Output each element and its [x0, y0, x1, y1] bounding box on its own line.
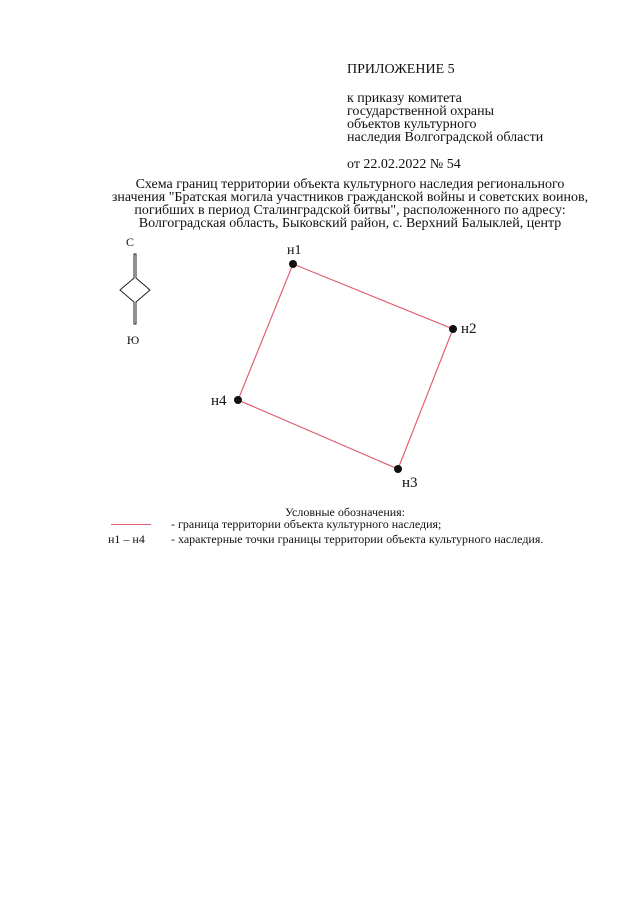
compass-south-label: Ю [126, 333, 140, 347]
boundary-point-label: н1 [287, 243, 302, 258]
order-line: наследия Волгоградской области [347, 130, 544, 145]
boundary-point [211, 393, 242, 409]
boundary-point-label: н2 [461, 321, 477, 337]
legend-heading: Условные обозначения: [285, 505, 406, 519]
scheme-title-line: Волгоградская область, Быковский район, с. Верхний Балыклей, центр [138, 216, 562, 231]
order-date: от 22.02.2022 № 54 [347, 157, 461, 172]
order-line: объектов культурного [347, 117, 477, 132]
order-line: государственной охраны [347, 104, 495, 119]
order-line: к приказу комитета [347, 91, 462, 106]
boundary-point [394, 465, 418, 491]
boundary-point-marker [234, 396, 242, 404]
legend-description: - характерные точки границы территории объекта культурного наследия. [171, 532, 544, 546]
compass-arrow-icon [120, 254, 150, 324]
boundary-point-marker [394, 465, 402, 473]
boundary-point [449, 321, 477, 337]
boundary-point-marker [449, 325, 457, 333]
boundary-point [287, 243, 302, 268]
compass-rose [120, 235, 150, 347]
scheme-title-line: Схема границ территории объекта культурного наследия регионального [135, 177, 565, 192]
boundary-point-label: н4 [211, 393, 227, 409]
scheme-title-line: погибших в период Сталинградской битвы", расположенного по адресу: [134, 203, 566, 218]
boundary-polygon [238, 264, 453, 469]
boundary-point-marker [289, 260, 297, 268]
legend-point-symbol: н1 – н4 [108, 532, 145, 546]
appendix-title: ПРИЛОЖЕНИЕ 5 [347, 62, 455, 77]
scheme-title-line: значения "Братская могила участников гражданской войны и советских воинов, [111, 190, 589, 205]
legend-description: - граница территории объекта культурного наследия; [171, 517, 442, 531]
boundary-point-label: н3 [402, 475, 418, 491]
compass-north-label: С [125, 235, 135, 249]
legend-boundary-line-symbol [111, 524, 151, 525]
